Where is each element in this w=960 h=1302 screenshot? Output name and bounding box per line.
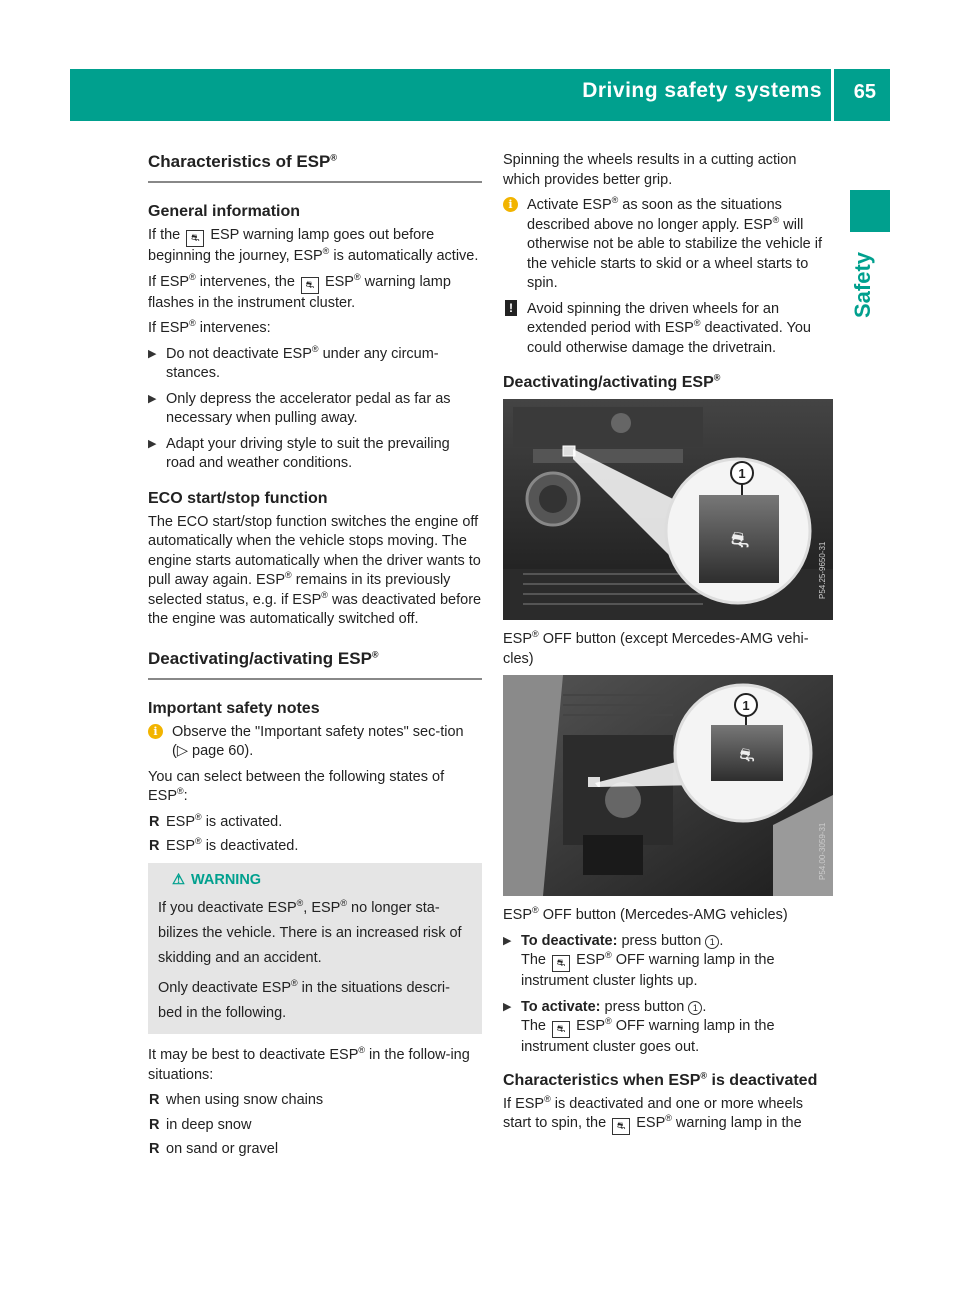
- chapter-side-label: Safety: [850, 251, 875, 319]
- photo-esp-off-button-amg: [503, 675, 833, 896]
- esp-warning-lamp-icon: ⛐: [612, 1118, 630, 1135]
- info-note: i Observe the "Important safety notes" sec-tion (▷ page 60).: [148, 723, 482, 762]
- heading-eco: ECO start/stop function: [148, 489, 328, 507]
- caption: ESP® OFF button (except Mercedes-AMG vehi-cles): [503, 629, 809, 667]
- esp-off-lamp-icon: ⛐: [552, 955, 570, 972]
- warning-triangle-icon: ⚠: [172, 871, 185, 888]
- arrow-icon: ▶: [148, 392, 157, 405]
- instruction-step: ▶ To deactivate: press button 1 . The ⛐ ESP® OFF warning lamp in the instrument cluster lights up.: [503, 932, 775, 989]
- list-item: R on sand or gravel: [148, 1140, 482, 1160]
- esp-off-lamp-icon: ⛐: [552, 1021, 570, 1038]
- esp-warning-lamp-icon: ⛐: [186, 230, 204, 247]
- info-icon: i: [148, 724, 163, 739]
- list-item: R ESP® is activated.: [148, 813, 482, 833]
- arrow-icon: ▶: [148, 347, 157, 360]
- heading-characteristics: Characteristics of ESP®: [148, 151, 482, 183]
- arrow-icon: ▶: [503, 934, 512, 947]
- callout-ref: 1: [688, 1001, 702, 1015]
- warning-text: If you deactivate ESP®, ESP® no longer sta-bilizes the vehicle. There is an increased risk of skidding and an accident.: [158, 898, 462, 966]
- heading-deactivating-2: Deactivating/activating ESP®: [503, 372, 721, 391]
- callout-ref: 1: [705, 935, 719, 949]
- page-number: 65: [853, 81, 876, 103]
- instruction-step: ▶ Do not deactivate ESP® under any circum-stances.: [148, 343, 439, 381]
- exclamation-icon: !: [505, 300, 517, 316]
- esp-off-symbol-icon: ⛐: [739, 745, 755, 765]
- list-item: R in deep snow: [148, 1116, 482, 1136]
- caution-note: ! Avoid spinning the driven wheels for an extended period with ESP® deactivated. You could otherwise damage the drivetrain.: [503, 300, 833, 359]
- warning-title: WARNING: [191, 871, 262, 888]
- list-item: R ESP® is deactivated.: [148, 837, 482, 857]
- list-item: R when using snow chains: [148, 1091, 482, 1111]
- paragraph: It may be best to deactivate ESP® in the follow-ing situations:: [148, 1045, 470, 1083]
- bullet-icon: R: [149, 1116, 160, 1133]
- warning-text: Only deactivate ESP® in the situations descri-bed in the following.: [158, 978, 450, 1021]
- heading-deactivating: Deactivating/activating ESP®: [148, 648, 482, 680]
- section-title: Driving safety systems: [582, 79, 822, 102]
- info-note: i Activate ESP® as soon as the situations described above no longer apply. ESP® will otherwise not be able to stabilize the vehicle if the vehicle starts to skid or a wheel starts to spin.: [503, 196, 833, 294]
- instruction-step: ▶ Only depress the accelerator pedal as far as necessary when pulling away.: [148, 390, 451, 426]
- paragraph: If ESP® intervenes:: [148, 318, 271, 336]
- instruction-step: ▶ To activate: press button 1 . The ⛐ ESP® OFF warning lamp in the instrument cluster goes out.: [503, 998, 775, 1055]
- bullet-icon: R: [149, 838, 160, 854]
- bullet-icon: R: [149, 813, 160, 830]
- bullet-icon: R: [149, 1141, 160, 1157]
- page-header: [70, 69, 890, 121]
- arrow-icon: ▶: [148, 437, 157, 450]
- right-column: [503, 151, 833, 1141]
- warning-box: [148, 863, 482, 1035]
- instruction-step: ▶ Adapt your driving style to suit the prevailing road and weather conditions.: [148, 435, 450, 471]
- paragraph: The ECO start/stop function switches the engine off automatically when the vehicle stops moving. The engine starts automatically when the driver wants to pull away again. ESP® remains in its previously selected status, e.g. if ESP® was deactivated before the engine was automatically switched off.: [148, 513, 482, 627]
- callout-1: 1: [738, 466, 746, 481]
- arrow-icon: ▶: [503, 1000, 512, 1013]
- header-divider: [831, 69, 834, 121]
- amg-console-photo-illustration: [503, 675, 833, 896]
- console-photo-illustration: [503, 399, 833, 620]
- paragraph: If the ⛐ ESP warning lamp goes out before beginning the journey, ESP® is automatically active.: [148, 227, 479, 264]
- paragraph: If ESP® intervenes, the ⛐ ESP® warning lamp flashes in the instrument cluster.: [148, 271, 451, 311]
- left-column: [148, 151, 482, 1165]
- callout-1: 1: [742, 698, 750, 713]
- esp-off-symbol-icon: ⛐: [730, 527, 750, 552]
- heading-general-information: General information: [148, 203, 301, 220]
- esp-warning-lamp-icon: ⛐: [301, 277, 319, 294]
- photo-code: P54.25-9650-31: [818, 541, 827, 599]
- chapter-tab: [850, 190, 890, 232]
- photo-esp-off-button: [503, 399, 833, 620]
- caption: ESP® OFF button (Mercedes-AMG vehicles): [503, 905, 788, 923]
- paragraph: You can select between the following states of ESP®:: [148, 768, 445, 804]
- info-icon: i: [503, 197, 518, 212]
- heading-characteristics-deactivated: Characteristics when ESP® is deactivated: [503, 1070, 818, 1089]
- bullet-icon: R: [149, 1092, 160, 1108]
- photo-code: P54.00-3059-31: [818, 822, 827, 880]
- paragraph: If ESP® is deactivated and one or more wheels start to spin, the ⛐ ESP® warning lamp in the: [503, 1095, 833, 1136]
- heading-important-safety-notes: Important safety notes: [148, 699, 320, 717]
- paragraph: Spinning the wheels results in a cutting action which provides better grip.: [503, 152, 797, 188]
